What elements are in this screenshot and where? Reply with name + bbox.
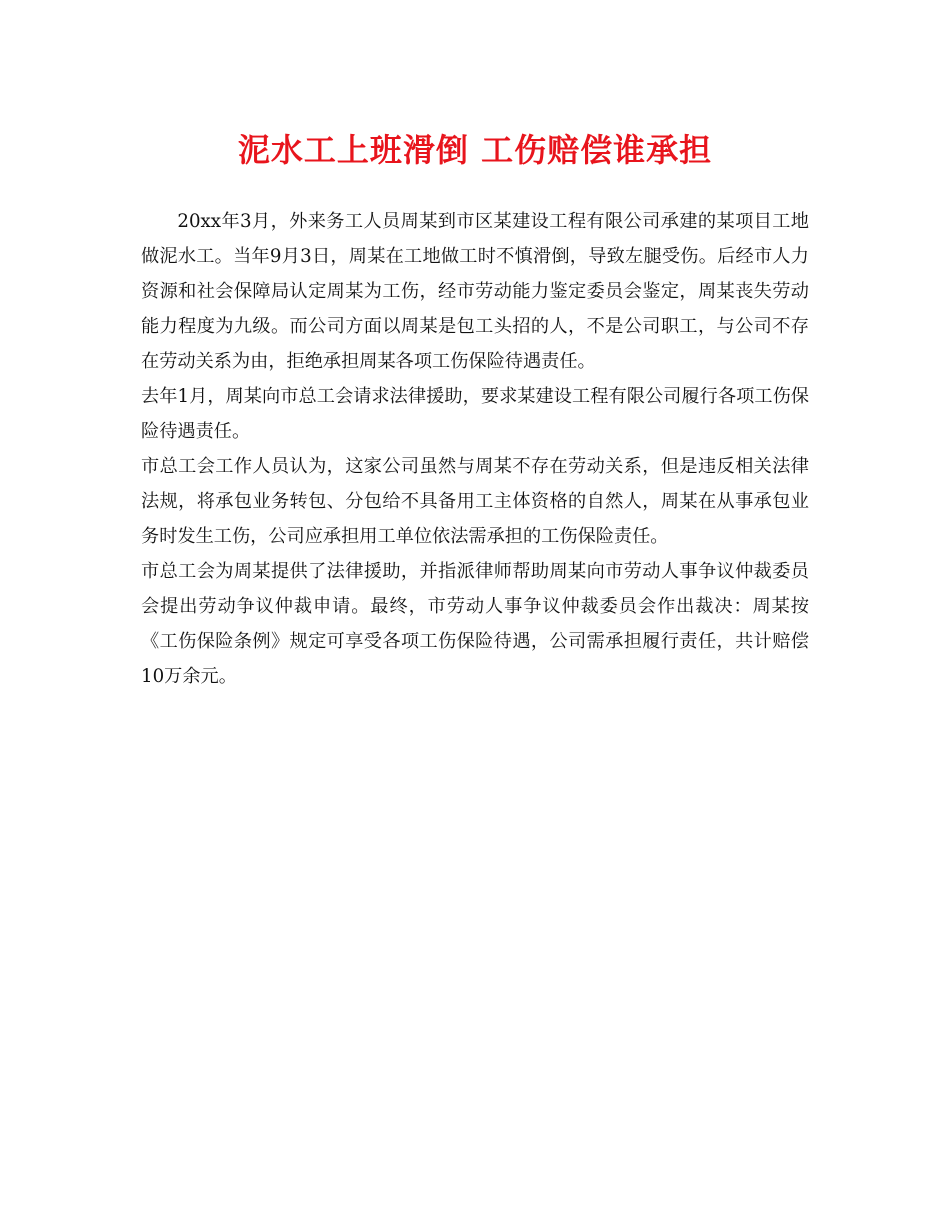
paragraph-incident: 20xx年3月，外来务工人员周某到市区某建设工程有限公司承建的某项目工地做泥水工。当年9月3日，周某在工地做工时不慎滑倒，导致左腿受伤。后经市人力资源和社会保障局认定周某为工伤，经市劳动能力鉴定委员会鉴定，周某丧失劳动能力程度为九级。而公司方面以周某是包工头招的人，不是公司职工，与公司不存在劳动关系为由，拒绝承担周某各项工伤保险待遇责任。 <box>141 211 809 372</box>
paragraph-legal-aid-request: 去年1月，周某向市总工会请求法律援助，要求某建设工程有限公司履行各项工伤保险待遇责任。 <box>141 386 809 442</box>
paragraph-union-opinion: 市总工会工作人员认为，这家公司虽然与周某不存在劳动关系，但是违反相关法律法规，将承包业务转包、分包给不具备用工主体资格的自然人，周某在从事承包业务时发生工伤，公司应承担用工单位依法需承担的工伤保险责任。 <box>141 456 809 547</box>
paragraph-arbitration-result: 市总工会为周某提供了法律援助，并指派律师帮助周某向市劳动人事争议仲裁委员会提出劳动争议仲裁申请。最终，市劳动人事争议仲裁委员会作出裁决：周某按《工伤保险条例》规定可享受各项工伤保险待遇，公司需承担履行责任，共计赔偿10万余元。 <box>141 561 809 687</box>
document-body <box>141 204 809 694</box>
document-title: 泥水工上班滑倒 工伤赔偿谁承担 <box>237 131 713 169</box>
